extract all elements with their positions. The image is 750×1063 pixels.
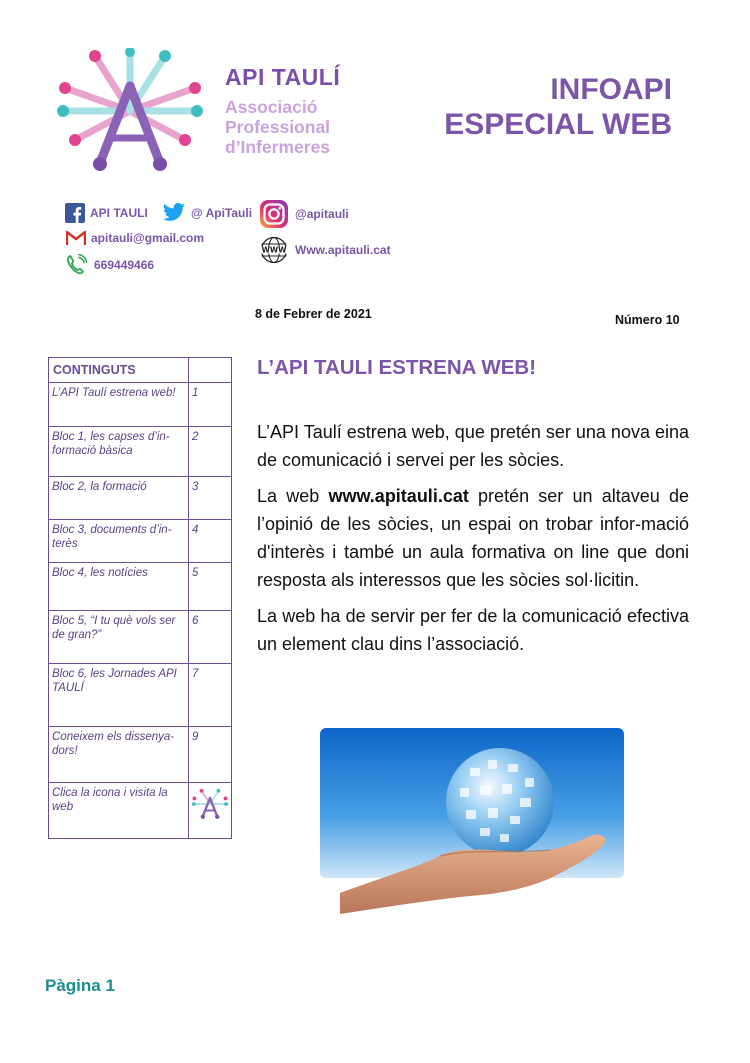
article-paragraph: La web ha de servir per fer de la comunicació efectiva un element clau dins l’associació. <box>257 606 689 654</box>
facebook-contact[interactable] <box>65 203 148 223</box>
org-subtitle-line: Professional <box>225 117 331 137</box>
org-name: API TAULÍ <box>225 64 341 90</box>
website-link[interactable]: www.apitauli.cat <box>328 486 469 506</box>
email-address: apitauli@gmail.com <box>91 231 205 245</box>
issue-date: 8 de Febrer de 2021 <box>255 307 372 321</box>
page-number: Pàgina 1 <box>45 976 115 995</box>
website-address: Www.apitauli.cat <box>295 243 391 257</box>
twitter-handle: @ ApiTauli <box>191 206 253 220</box>
contents-row[interactable] <box>49 783 232 839</box>
instagram-handle: @apitauli <box>295 207 349 221</box>
article-paragraph <box>257 482 689 594</box>
facebook-handle: API TAULI <box>90 206 148 220</box>
contents-heading: CONTINGUTS <box>49 358 189 383</box>
contents-row[interactable] <box>49 563 232 611</box>
twitter-icon <box>162 203 186 223</box>
gmail-icon <box>66 230 86 246</box>
contents-heading-page <box>189 358 232 383</box>
contents-item-page: 3 <box>189 477 232 520</box>
contents-item-label[interactable]: L’API Taulí estrena web! <box>49 383 189 427</box>
article-paragraph: L’API Taulí estrena web, que pretén ser una nova eina de comunicació i servei per les sòcies. <box>257 422 689 470</box>
contents-item-page: 1 <box>189 383 232 427</box>
web-contact[interactable] <box>258 236 391 264</box>
facebook-icon <box>65 203 85 223</box>
org-subtitle-line: d’Infermeres <box>225 137 331 157</box>
contents-header-row <box>49 358 232 383</box>
article-text: pretén ser un altaveu de l’opinió de les sòcies, un espai on trobar infor-mació d'interès i també un aula formativa on line que doni resposta als interessos que les sòcies sol·licitin. <box>257 486 690 590</box>
instagram-icon <box>258 199 290 229</box>
contents-item-label[interactable]: Coneixem els dissenya-dors! <box>49 727 189 783</box>
contents-item-page: 5 <box>189 563 232 611</box>
phone-contact[interactable] <box>65 254 154 276</box>
contents-row[interactable] <box>49 383 232 427</box>
contents-item-page: 9 <box>189 727 232 783</box>
publication-title <box>444 72 672 142</box>
article-body <box>257 418 689 666</box>
contents-row[interactable] <box>49 520 232 563</box>
publication-title-line: ESPECIAL WEB <box>444 108 672 141</box>
phone-number: 669449466 <box>94 258 155 272</box>
contents-item-label[interactable]: Bloc 3, documents d’in-terès <box>49 520 189 563</box>
article-text: La web <box>257 486 329 506</box>
instagram-contact[interactable] <box>258 199 349 229</box>
api-tauli-logo-icon[interactable] <box>192 786 228 822</box>
article-title: L’API TAULI ESTRENA WEB! <box>257 356 537 379</box>
globe-www-icon <box>258 236 290 264</box>
contents-item-page: 2 <box>189 427 232 477</box>
contents-row[interactable] <box>49 477 232 520</box>
twitter-contact[interactable] <box>162 203 252 223</box>
contents-item-label[interactable]: Bloc 4, les notícies <box>49 563 189 611</box>
issue-number: Número 10 <box>615 313 680 327</box>
contents-item-page: 4 <box>189 520 232 563</box>
contents-item-label[interactable]: Bloc 2, la formació <box>49 477 189 520</box>
contents-row[interactable] <box>49 611 232 664</box>
contents-table <box>48 357 232 839</box>
publication-title-line: INFOAPI <box>550 73 672 106</box>
email-contact[interactable] <box>66 230 204 246</box>
org-subtitle <box>225 97 330 157</box>
contents-item-label[interactable]: Bloc 5, “I tu què vols ser de gran?” <box>49 611 189 664</box>
org-subtitle-line: Associació <box>225 97 318 117</box>
contents-item-label[interactable]: Bloc 6, les Jornades API TAULÍ <box>49 664 189 727</box>
contents-row[interactable] <box>49 727 232 783</box>
phone-icon <box>65 254 89 276</box>
contents-row[interactable] <box>49 664 232 727</box>
contents-item-page: 6 <box>189 611 232 664</box>
hand-globe-photo <box>320 728 624 914</box>
contents-item-page: 7 <box>189 664 232 727</box>
svg-text:WWW: WWW <box>261 245 287 255</box>
contents-row[interactable] <box>49 427 232 477</box>
contents-item-label[interactable]: Bloc 1, les capses d’in-formació bàsica <box>49 427 189 477</box>
contents-item-label[interactable]: Clica la icona i visita la web <box>49 783 189 839</box>
api-tauli-logo-icon <box>55 48 205 174</box>
contents-logo-link[interactable] <box>189 783 232 839</box>
